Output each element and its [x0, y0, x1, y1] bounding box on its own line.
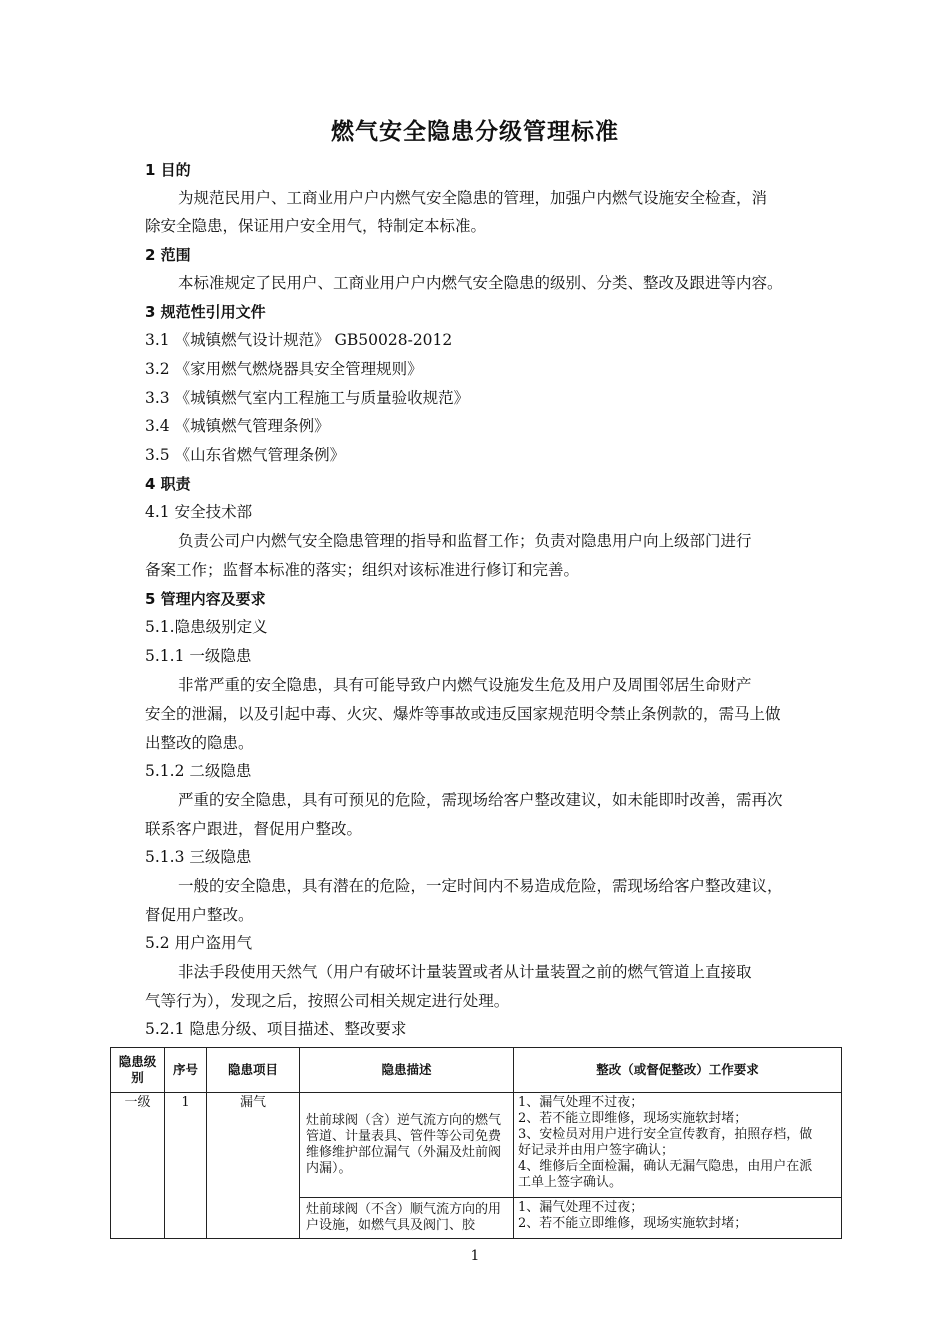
- paragraph-line: 非法手段使用天然气（用户有破坏计量装置或者从计量装置之前的燃气管道上直接取: [178, 963, 752, 981]
- subsection-heading: 5.2 用户盗用气: [145, 934, 253, 952]
- paragraph-line: 负责公司户内燃气安全隐患管理的指导和监督工作；负责对隐患用户向上级部门进行: [178, 532, 752, 550]
- header-level: 隐患级别: [111, 1048, 165, 1093]
- subsection-heading: 5.1.隐患级别定义: [145, 618, 268, 636]
- req-line: 2、若不能立即维修，现场实施软封堵；: [518, 1111, 748, 1126]
- item-cell: 漏气: [207, 1093, 300, 1239]
- page-number: 1: [470, 1248, 480, 1264]
- header-req: 整改（或督促整改）工作要求: [514, 1048, 842, 1093]
- paragraph-line: 备案工作；监督本标准的落实；组织对该标准进行修订和完善。: [145, 561, 580, 579]
- subsection-heading: 5.1.1 一级隐患: [145, 647, 252, 665]
- paragraph-line: 督促用户整改。: [145, 906, 254, 924]
- paragraph-line: 安全的泄漏，以及引起中毒、火灾、爆炸等事故或违反国家规范明令禁止条例款的，需马上做: [145, 705, 781, 723]
- reference-item: 3.1 《城镇燃气设计规范》 GB50028-2012: [145, 331, 453, 349]
- section-5-heading: 5 管理内容及要求: [145, 590, 266, 608]
- req-cell: [514, 1198, 842, 1239]
- paragraph-line: 一般的安全隐患，具有潜在的危险，一定时间内不易造成危险，需现场给客户整改建议，: [178, 877, 783, 895]
- section-2-heading: 2 范围: [145, 246, 191, 264]
- reference-item: 3.4 《城镇燃气管理条例》: [145, 417, 330, 435]
- reference-item: 3.3 《城镇燃气室内工程施工与质量验收规范》: [145, 389, 470, 407]
- subsection-heading: 5.1.2 二级隐患: [145, 762, 252, 780]
- level-cell: 一级: [111, 1093, 165, 1239]
- paragraph-line: 联系客户跟进，督促用户整改。: [145, 820, 363, 838]
- paragraph-line: 气等行为），发现之后，按照公司相关规定进行处理。: [145, 992, 510, 1010]
- paragraph-line: 出整改的隐患。: [145, 734, 254, 752]
- paragraph-line: 为规范民用户、工商业用户户内燃气安全隐患的管理，加强户内燃气设施安全检查，消: [178, 189, 768, 207]
- req-line: 1、漏气处理不过夜；: [518, 1200, 644, 1215]
- req-line: 1、漏气处理不过夜；: [518, 1095, 644, 1110]
- hazard-table: [110, 1047, 842, 1239]
- section-4-heading: 4 职责: [145, 475, 191, 493]
- header-item: 隐患项目: [207, 1048, 300, 1093]
- desc-cell: 灶前球阀（含）逆气流方向的燃气管道、计量表具、管件等公司免费维修维护部位漏气（外漏及灶前阀内漏）。: [300, 1093, 514, 1198]
- paragraph-line: 非常严重的安全隐患，具有可能导致户内燃气设施发生危及用户及周围邻居生命财产: [178, 676, 752, 694]
- req-line: 3、安检员对用户进行安全宣传教育，拍照存档，做: [518, 1127, 813, 1142]
- document-title: 燃气安全隐患分级管理标准: [331, 119, 619, 145]
- subsection-heading: 4.1 安全技术部: [145, 503, 253, 521]
- subsection-heading: 5.2.1 隐患分级、项目描述、整改要求: [145, 1020, 407, 1038]
- req-line: 4、维修后全面检漏，确认无漏气隐患，由用户在派: [518, 1159, 813, 1174]
- table-row: [111, 1093, 842, 1198]
- req-line: 好记录并由用户签字确认；: [518, 1143, 675, 1158]
- section-3-heading: 3 规范性引用文件: [145, 303, 266, 321]
- reference-item: 3.2 《家用燃气燃烧器具安全管理规则》: [145, 360, 423, 378]
- req-cell: [514, 1093, 842, 1198]
- paragraph-line: 严重的安全隐患，具有可预见的危险，需现场给客户整改建议，如未能即时改善，需再次: [178, 791, 783, 809]
- paragraph-line: 本标准规定了民用户、工商业用户户内燃气安全隐患的级别、分类、整改及跟进等内容。: [178, 274, 783, 292]
- seq-cell: 1: [165, 1093, 207, 1239]
- paragraph-line: 除安全隐患，保证用户安全用气，特制定本标准。: [145, 217, 487, 235]
- desc-cell: 灶前球阀（不含）顺气流方向的用户设施，如燃气具及阀门、胶: [300, 1198, 514, 1239]
- req-line: 工单上签字确认。: [518, 1175, 623, 1190]
- table-header-row: [111, 1048, 842, 1093]
- section-1-heading: 1 目的: [145, 161, 191, 179]
- header-seq: 序号: [165, 1048, 207, 1093]
- reference-item: 3.5 《山东省燃气管理条例》: [145, 446, 346, 464]
- req-line: 2、若不能立即维修，现场实施软封堵；: [518, 1216, 748, 1231]
- subsection-heading: 5.1.3 三级隐患: [145, 848, 252, 866]
- header-desc: 隐患描述: [300, 1048, 514, 1093]
